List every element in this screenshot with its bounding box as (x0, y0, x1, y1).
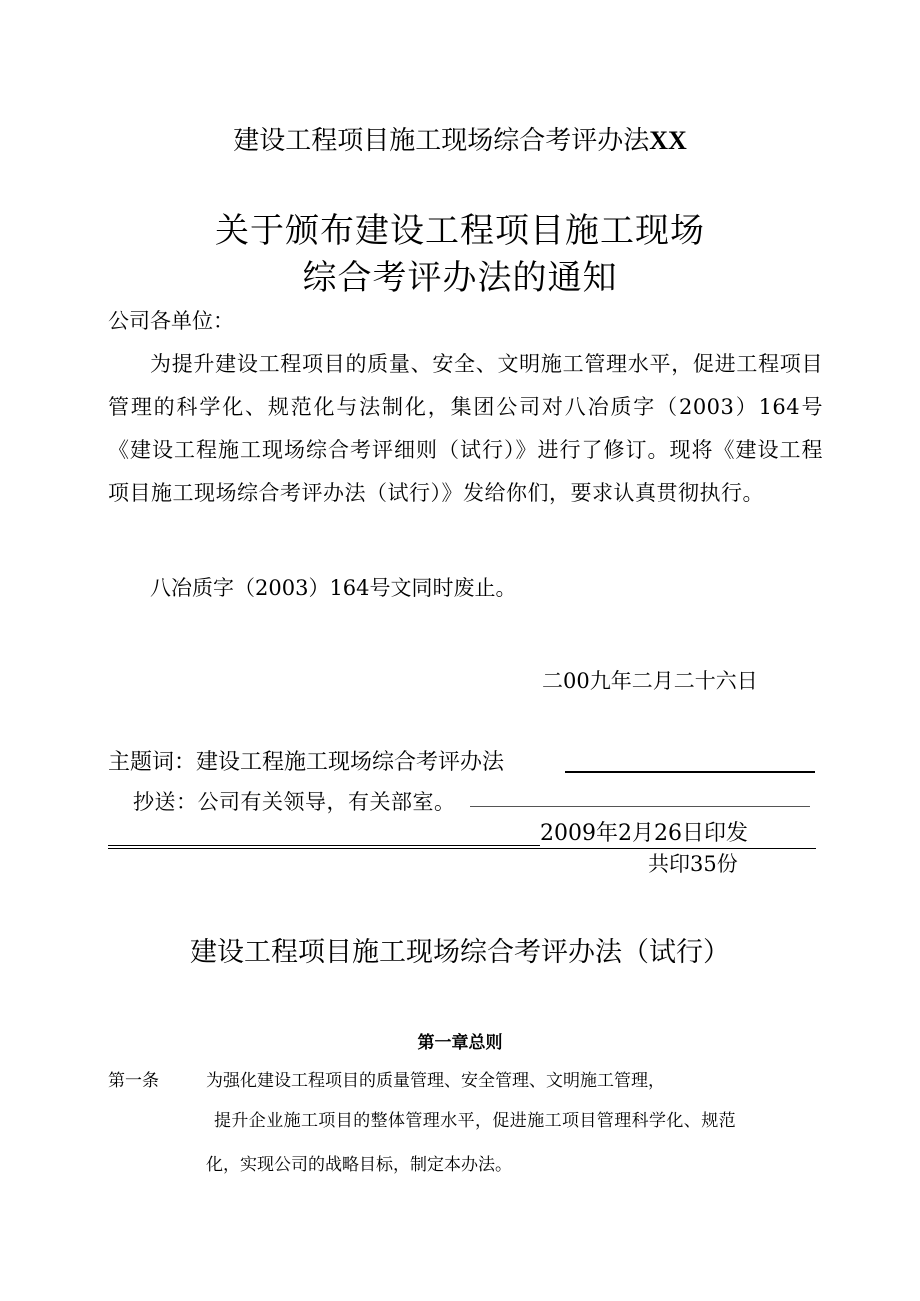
document-title (0, 120, 920, 157)
article-text-line2: 提升企业施工项目的整体管理水平，促进施工项目管理科学化、规范 (214, 1111, 736, 1131)
chapter-heading: 第一章总则 (417, 1033, 503, 1053)
notice-title-line2: 综合考评办法的通知 (302, 258, 618, 298)
document-title-suffix: XX (649, 126, 687, 155)
carbon-copy: 抄送：公司有关领导，有关部室。 (133, 790, 456, 814)
print-date: 2009年2月26日印发 (540, 821, 748, 846)
method-title: 建设工程项目施工现场综合考评办法（试行） (190, 937, 730, 968)
subject-underline (565, 771, 815, 773)
cc-underline (470, 806, 810, 807)
document-title-main: 建设工程项目施工现场综合考评办法 (233, 126, 650, 156)
copies-count: 共印35份 (648, 852, 738, 876)
salutation: 公司各单位： (108, 309, 234, 333)
issue-date: 二00九年二月二十六日 (542, 669, 758, 693)
article-text-line1: 为强化建设工程项目的质量管理、安全管理、文明施工管理， (206, 1071, 665, 1091)
notice-title-line1: 关于颁布建设工程项目施工现场 (215, 211, 705, 251)
article-label: 第一条 (108, 1071, 159, 1091)
print-underline (108, 845, 540, 846)
repeal-statement: 八冶质字（2003）164号文同时废止。 (150, 576, 517, 600)
article-text-line3: 化，实现公司的战略目标，制定本办法。 (206, 1155, 512, 1175)
subject-keywords: 主题词：建设工程施工现场综合考评办法 (108, 750, 505, 775)
notice-body: 为提升建设工程项目的质量、安全、文明施工管理水平，促进工程项目管理的科学化、规范化与法制化，集团公司对八冶质字（2003）164号《建设工程施工现场综合考评细则（试行）》进行了修订。现将《建设工程项目施工现场综合考评办法（试行）》发给你们，要求认真贯彻执行。 (108, 352, 823, 505)
